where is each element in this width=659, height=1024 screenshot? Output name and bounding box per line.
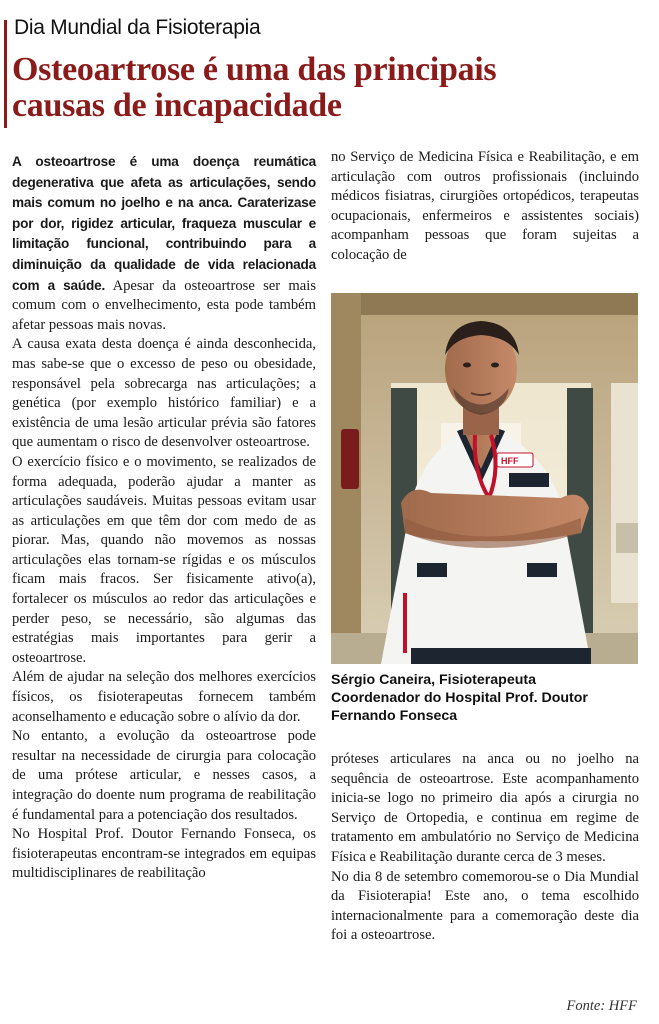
- accent-bar: [4, 20, 7, 128]
- paragraph-advice: Além de ajudar na seleção dos melhores exercícios físicos, os fisioterapeutas fornecem também aconselhamento e educação sobre o alívio da dor.: [12, 669, 316, 725]
- lead-paragraph: [12, 152, 316, 335]
- paragraph-surgery: No entanto, a evolução da osteoartrose pode resultar na necessidade de cirurgia para colocação de uma prótese articular, e nesses casos, a integração do doente num programa de reabilitação é fundamental para a potenciação dos resultados.: [12, 728, 316, 823]
- article-headline: [12, 52, 652, 124]
- right-column-bottom: [331, 750, 639, 946]
- portrait-photo: [331, 293, 638, 664]
- paragraph-world-day: No dia 8 de setembro comemorou-se o Dia Mundial da Fisioterapia! Este ano, o tema escolhido internacionalmente para a comemoração deste dia foi a osteoartrose.: [331, 868, 639, 944]
- paragraph-prostheses: próteses articulares na anca ou no joelho na sequência de osteoartrose. Este acompanhamento inicia-se logo no primeiro dia após a cirurgia no Serviço de Ortopedia, e continua em regime de tratamento em ambulatório no Serviço de Medicina Física e Reabilitação durante cerca de 3 meses.: [331, 751, 639, 865]
- photo-caption: [331, 671, 641, 725]
- portrait-illustration: [331, 293, 638, 664]
- caption-line-3: Fernando Fonseca: [331, 708, 458, 724]
- source-credit: Fonte: HFF: [566, 998, 637, 1014]
- left-column: [12, 152, 316, 884]
- paragraph-continuation: no Serviço de Medicina Física e Reabilitação, e em articulação com outros profissionais (incluindo médicos fisiatras, cirurgiões ortopédicos, terapeutas ocupacionais, enfermeiros e assistentes sociais) acompanham pessoas que foram sujeitas a colocação de: [331, 149, 639, 263]
- headline-line-2: causas de incapacidade: [12, 87, 342, 124]
- caption-line-1: Sérgio Caneira, Fisioterapeuta: [331, 672, 536, 688]
- lead-bold-text: A osteoartrose é uma doença reumática degenerativa que afeta as articulações, sendo mais comum no joelho e na anca. Caraterizase por dor, rigidez articular, fraqueza muscular e limitação funcional, contribuindo para a diminuição da qualidade de vida relacionada com a saúde.: [12, 154, 316, 293]
- badge-text: HFF: [501, 456, 519, 466]
- section-kicker: Dia Mundial da Fisioterapia: [14, 16, 261, 39]
- headline-line-1: Osteoartrose é uma das principais: [12, 51, 497, 88]
- paragraph-causes: A causa exata desta doença é ainda desconhecida, mas sabe-se que o excesso de peso ou obesidade, responsável pela sobrecarga nas articulações; a genética (por exemplo histórico familiar) e a existência de uma lesão articular prévia são fatores que aumentam o risco de desenvolver osteoartrose.: [12, 336, 316, 451]
- caption-line-2: Coordenador do Hospital Prof. Doutor: [331, 690, 588, 706]
- paragraph-hospital: No Hospital Prof. Doutor Fernando Fonseca, os fisioterapeutas encontram-se integrados em equipas multidisciplinares de reabilitação: [12, 826, 316, 882]
- paragraph-exercise: O exercício físico e o movimento, se realizados de forma adequada, poderão ajudar a manter as articulações saudáveis. Muitas pessoas evitam usar as articulações em que têm dor com medo de as piorar. Mas, quando não movemos as nossas articulações elas tornam-se rígidas e os músculos ficam mais fracos. Ser fisicamente ativo(a), fortalecer os músculos ao redor das articulações e perder peso, se necessário, são algumas das estratégias mais importantes para gerir a osteoartrose.: [12, 453, 316, 666]
- right-column-top: [331, 148, 639, 266]
- lead-rest-text: Apesar da osteoartrose ser mais comum com o envelhecimento, esta pode também afetar pessoas mais novas.: [12, 277, 316, 333]
